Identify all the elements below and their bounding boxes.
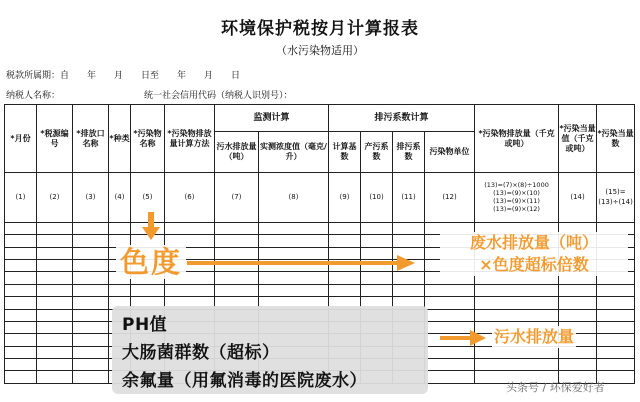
table-cell	[5, 309, 37, 321]
table-cell	[73, 222, 109, 234]
emission-formula-cell	[475, 173, 559, 223]
tax-period-label: 税款所属期：自 年 月 日至 年 月 日	[6, 71, 241, 81]
col-equiv-count-header: *污染当量数	[597, 105, 635, 173]
table-cell	[393, 222, 425, 234]
equiv-count-formula: (15)=(13)÷(14)	[597, 173, 635, 223]
col-number: (9)	[329, 173, 361, 223]
header-row-1	[5, 105, 635, 132]
col-method-header: *污染物排放量计算方法	[165, 105, 215, 173]
table-cell	[329, 235, 361, 247]
emission-formula: (13)=(7)×(8)÷1000	[484, 181, 549, 190]
col-calc-base-header: 计算基数	[329, 131, 361, 172]
taxpayer-row	[6, 88, 293, 101]
col-measured-conc-header: 实测浓度值（毫克/升）	[259, 131, 329, 172]
table-cell	[597, 284, 635, 296]
table-cell	[475, 309, 559, 321]
table-cell	[37, 284, 73, 296]
table-cell	[5, 371, 37, 384]
col-pollutant-unit-header: 污染物单位	[425, 131, 475, 172]
table-cell	[215, 284, 259, 296]
table-cell	[361, 235, 393, 247]
ph-annotation: PH值	[122, 315, 168, 335]
table-cell	[37, 235, 73, 247]
col-number: (5)	[131, 173, 165, 223]
col-category-header: *种类	[109, 105, 131, 173]
col-number: (6)	[165, 173, 215, 223]
table-cell	[5, 359, 37, 371]
sewage-annotation: 污水排放量	[494, 327, 575, 346]
table-cell	[259, 235, 329, 247]
table-cell	[37, 297, 73, 309]
chlorine-annotation: 余氟量（用氟消毒的医院废水）	[122, 371, 367, 391]
table-cell	[73, 371, 109, 384]
coliform-annotation: 大肠菌群数（超标）	[122, 343, 280, 363]
col-number: (10)	[361, 173, 393, 223]
emission-formula: (13)=(9)×(11)	[493, 197, 540, 206]
col-number: (8)	[259, 173, 329, 223]
table-cell	[259, 222, 329, 234]
column-number-row	[5, 173, 635, 223]
table-cell	[37, 346, 73, 358]
emission-formula: (13)=(9)×(10)	[493, 189, 540, 198]
table-cell	[215, 222, 259, 234]
waste-water-annotation	[440, 232, 628, 276]
col-number: (7)	[215, 173, 259, 223]
coef-group-header: 排污系数计算	[329, 105, 475, 132]
monitor-group-header: 监测计算	[215, 105, 329, 132]
table-cell	[5, 235, 37, 247]
table-cell	[425, 309, 475, 321]
table-cell	[37, 222, 73, 234]
table-cell	[393, 272, 425, 284]
chroma-annotation: 色度	[116, 245, 186, 279]
table-cell	[73, 309, 109, 321]
table-cell	[5, 272, 37, 284]
table-cell	[5, 346, 37, 358]
col-emission-header: *污染物排放量（千克或吨）	[475, 105, 559, 173]
col-emit-coef-header: 排污系数	[393, 131, 425, 172]
table-cell	[361, 284, 393, 296]
table-cell	[73, 272, 109, 284]
table-cell	[425, 346, 475, 358]
table-cell	[5, 247, 37, 259]
table-cell	[425, 359, 475, 371]
table-cell	[425, 371, 475, 384]
col-number: (3)	[73, 173, 109, 223]
table-cell	[165, 284, 215, 296]
waste-water-line-1: 废水排放量（吨）	[469, 233, 598, 252]
table-cell	[37, 272, 73, 284]
table-cell	[559, 284, 597, 296]
table-cell	[37, 309, 73, 321]
table-cell	[361, 272, 393, 284]
arrow-right-icon	[187, 255, 415, 271]
col-source-id-header: *税源编号	[37, 105, 73, 173]
arrow-right-icon	[440, 330, 486, 346]
table-cell	[131, 284, 165, 296]
table-cell	[597, 359, 635, 371]
table-cell	[215, 235, 259, 247]
col-number: (11)	[393, 173, 425, 223]
table-cell	[73, 247, 109, 259]
indicator-box	[112, 306, 428, 394]
arrow-down-icon	[142, 212, 160, 240]
table-cell	[259, 284, 329, 296]
table-cell	[73, 346, 109, 358]
table-row	[5, 284, 635, 296]
table-cell	[559, 346, 597, 358]
col-sewage-volume-header: 污水排放量（吨）	[215, 131, 259, 172]
table-cell	[5, 284, 37, 296]
table-cell	[329, 284, 361, 296]
table-cell	[361, 222, 393, 234]
table-cell	[5, 334, 37, 346]
table-cell	[5, 321, 37, 333]
table-cell	[37, 359, 73, 371]
col-number: (1)	[5, 173, 37, 223]
col-number: (12)	[425, 173, 475, 223]
table-cell	[475, 346, 559, 358]
table-cell	[475, 284, 559, 296]
table-cell	[37, 321, 73, 333]
credit-code-label: 统一社会信用代码（纳税人识别号）：	[144, 91, 293, 101]
table-cell	[5, 297, 37, 309]
table-cell	[5, 222, 37, 234]
table-cell	[73, 235, 109, 247]
table-cell	[5, 259, 37, 271]
form-title: 环境保护税按月计算报表	[221, 19, 419, 39]
col-equiv-value-header: *污染当量值（千克或吨）	[559, 105, 597, 173]
table-cell	[215, 272, 259, 284]
table-cell	[393, 284, 425, 296]
table-cell	[559, 359, 597, 371]
table-cell	[329, 222, 361, 234]
table-cell	[597, 321, 635, 333]
col-pollutant-header: *污染物名称	[131, 105, 165, 173]
table-cell	[73, 259, 109, 271]
col-number: (14)	[559, 173, 597, 223]
table-cell	[425, 284, 475, 296]
table-cell	[559, 297, 597, 309]
table-cell	[597, 346, 635, 358]
table-cell	[37, 334, 73, 346]
table-cell	[165, 222, 215, 234]
table-cell	[425, 297, 475, 309]
table-cell	[109, 284, 131, 296]
taxpayer-name-label: 纳税人名称：	[6, 91, 61, 101]
table-cell	[597, 334, 635, 346]
col-month-header: *月份	[5, 105, 37, 173]
table-cell	[37, 247, 73, 259]
table-cell	[597, 297, 635, 309]
col-number: (2)	[37, 173, 73, 223]
watermark: 头条号 / 环保爱好者	[506, 381, 605, 394]
form-subtitle: （水污染物适用）	[276, 44, 364, 57]
table-cell	[73, 297, 109, 309]
col-number: (4)	[109, 173, 131, 223]
table-cell	[475, 297, 559, 309]
table-cell	[259, 272, 329, 284]
table-cell	[597, 309, 635, 321]
table-cell	[393, 235, 425, 247]
table-cell	[37, 371, 73, 384]
table-cell	[109, 222, 131, 234]
emission-formula: (13)=(9)×(12)	[493, 205, 540, 214]
waste-water-line-2: ×色度超标倍数	[479, 255, 589, 274]
table-cell	[475, 359, 559, 371]
table-cell	[329, 272, 361, 284]
table-cell	[559, 309, 597, 321]
col-prod-coef-header: 产污系数	[361, 131, 393, 172]
table-cell	[73, 334, 109, 346]
table-cell	[73, 284, 109, 296]
col-outlet-header: *排放口名称	[73, 105, 109, 173]
table-cell	[37, 259, 73, 271]
table-cell	[73, 359, 109, 371]
table-cell	[73, 321, 109, 333]
